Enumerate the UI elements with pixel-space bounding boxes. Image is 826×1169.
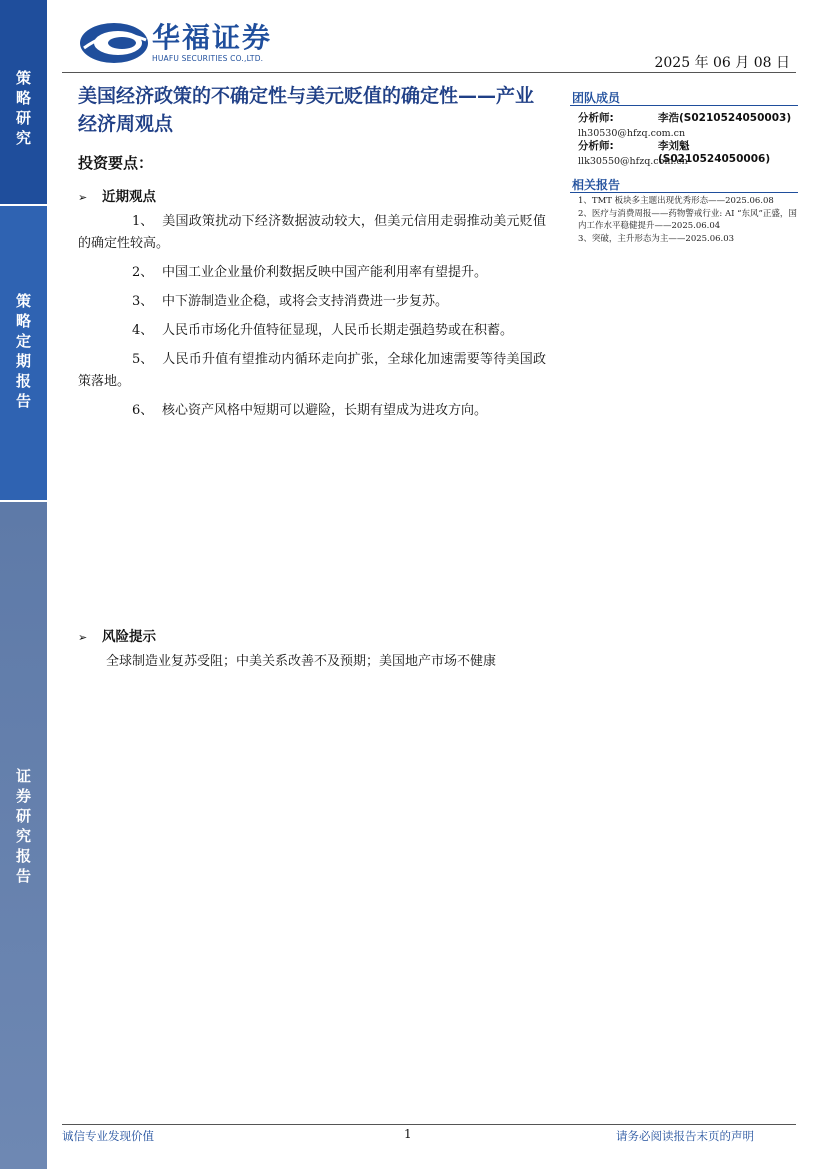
section-recent-views	[78, 185, 156, 205]
list-item	[78, 211, 546, 255]
section-title: 近期观点	[102, 189, 156, 205]
arrow-bullet-icon: ➢	[78, 191, 88, 204]
side-band-strategy-research	[0, 0, 47, 204]
side-char: 研	[15, 807, 31, 825]
item-text: 核心资产风格中短期可以避险，长期有望成为进攻方向。	[162, 403, 488, 418]
risk-text: 全球制造业复苏受阻；中美关系改善不及预期；美国地产市场不健康	[106, 654, 497, 669]
side-char: 究	[15, 129, 31, 147]
item-number: 5、	[132, 352, 154, 367]
side-char: 定	[15, 332, 31, 350]
arrow-bullet-icon: ➢	[78, 631, 88, 644]
item-text: 中国工业企业量价利数据反映中国产能利用率有望提升。	[162, 265, 488, 280]
item-number: 3、	[132, 294, 154, 309]
side-char: 证	[15, 767, 31, 785]
item-number: 2、	[132, 265, 154, 280]
side-char: 略	[15, 312, 31, 330]
footer-divider	[62, 1124, 796, 1125]
footer-slogan: 诚信专业发现价值	[62, 1129, 154, 1143]
page-number: 1	[404, 1127, 412, 1141]
related-report-link[interactable]: 2、医疗与消费周报——药物警戒行业: AI “东风”正盛，国内工作水平稳健提升——2025.06.04	[578, 208, 797, 231]
side-char: 期	[15, 352, 31, 370]
side-char: 券	[15, 787, 31, 805]
list-item	[78, 349, 546, 393]
side-band-periodic-report	[0, 206, 47, 500]
related-report-link[interactable]: 1、TMT 板块多主题出现优秀形态——2025.06.08	[578, 196, 774, 206]
side-char: 研	[15, 109, 31, 127]
report-date: 2025 年 06 月 08 日	[654, 55, 790, 71]
section-risk	[78, 625, 156, 645]
item-text: 中下游制造业企稳，或将会支持消费进一步复苏。	[162, 294, 449, 309]
company-name-en: HUAFU SECURITIES CO.,LTD.	[152, 54, 264, 63]
company-name-cn: 华福证券	[152, 21, 273, 54]
analyst-entry	[578, 138, 798, 167]
header-divider	[62, 72, 796, 73]
item-text: 美国政策扰动下经济数据波动较大，但美元信用走弱推动美元贬值的确定性较高。	[78, 214, 546, 251]
item-text: 人民币市场化升值特征显现，人民币长期走强趋势或在积蓄。	[162, 323, 514, 338]
list-item	[78, 291, 546, 313]
list-item	[78, 320, 546, 342]
related-heading: 相关报告	[572, 178, 621, 192]
side-char: 究	[15, 827, 31, 845]
side-band-securities-report	[0, 502, 47, 1169]
footer-disclaimer: 请务必阅读报告末页的声明	[616, 1129, 754, 1143]
team-divider	[570, 105, 798, 106]
analyst-entry	[578, 110, 798, 139]
list-item	[78, 262, 546, 284]
key-points-label: 投资要点：	[78, 154, 154, 172]
recent-views-list	[78, 211, 546, 429]
item-number: 1、	[132, 214, 154, 229]
side-char: 告	[15, 392, 31, 410]
list-item	[78, 400, 546, 422]
analyst-name: 李刘魁(S0210524050006)	[658, 140, 771, 165]
section-title: 风险提示	[102, 629, 156, 645]
report-title: 美国经济政策的不确定性与美元贬值的确定性——产业经济周观点	[78, 85, 535, 135]
related-report-link[interactable]: 3、突破，主升形态为主——2025.06.03	[578, 233, 735, 244]
analyst-name: 李浩(S0210524050003)	[658, 112, 792, 124]
team-heading: 团队成员	[572, 91, 621, 105]
side-char: 策	[15, 292, 31, 310]
related-divider	[570, 192, 798, 193]
related-reports-list	[578, 195, 800, 245]
side-char: 策	[15, 69, 31, 87]
side-char: 略	[15, 89, 31, 107]
item-number: 6、	[132, 403, 154, 418]
side-char: 告	[15, 867, 31, 885]
side-char: 报	[15, 372, 31, 390]
item-number: 4、	[132, 323, 154, 338]
side-char: 报	[15, 847, 31, 865]
analyst-email[interactable]: llk30550@hfzq.com.cn	[578, 156, 688, 167]
analyst-role: 分析师:	[578, 140, 614, 152]
item-text: 人民币升值有望推动内循环走向扩张，全球化加速需要等待美国政策落地。	[78, 352, 546, 389]
analyst-email[interactable]: lh30530@hfzq.com.cn	[578, 128, 686, 139]
analyst-role: 分析师:	[578, 112, 614, 124]
